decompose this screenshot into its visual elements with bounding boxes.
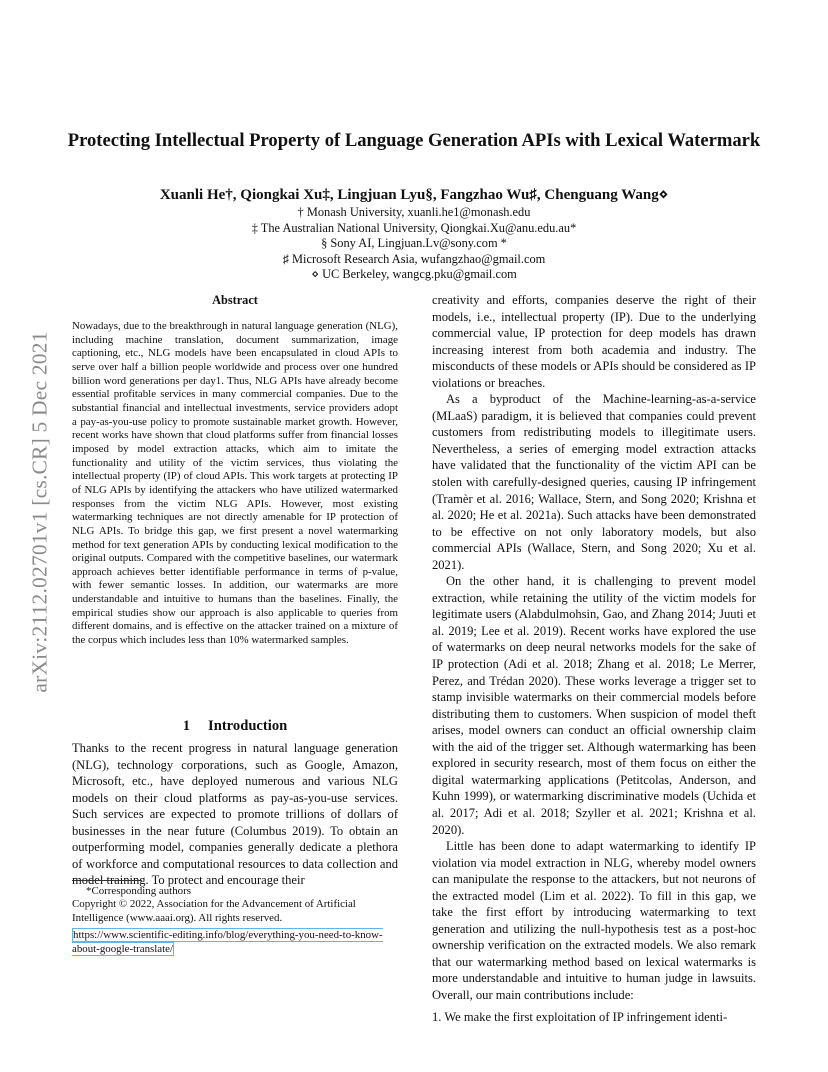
- intro-paragraph: [72, 740, 398, 889]
- affiliation-5: ⋄ UC Berkeley, wangcg.pku@gmail.com: [311, 267, 517, 281]
- footnote-rule: [72, 880, 142, 881]
- affiliation-1: † Monash University, xuanli.he1@monash.edu: [297, 205, 531, 219]
- right-paragraph-1: creativity and efforts, companies deserve the right of their models, i.e., intellectual property (IP). Due to the underlying commercial value, IP protection for deep models has drawn increasing interest from both academia and industry. The misconducts of these models or APIs should be considered as IP violations or breaches.: [432, 293, 756, 390]
- affiliation-4: ♯ Microsoft Research Asia, wufangzhao@gmail.com: [282, 251, 546, 266]
- copyright-notice: Copyright © 2022, Association for the Advancement of Artificial Intelligence (www.aaai.org). All rights reserved.: [72, 898, 356, 924]
- affiliations: [0, 205, 828, 283]
- right-column: [432, 292, 756, 1025]
- intro-text: Thanks to the recent progress in natural language generation (NLG), technology corporations, such as Google, Amazon, Microsoft, etc., have deployed numerous and various NLG models on their cloud platforms as pay-as-you-use services. Such services are expected to promote trillions of dollars of businesses in the near future (Columbus 2019). To obtain an outperforming model, companies generally dedicate a plethora of workforce and computational resources to data collection and model training. To protect and encourage their: [72, 741, 398, 888]
- footnote-corresponding: *Corresponding authors: [86, 885, 191, 897]
- affiliation-2: ‡ The Australian National University, Qiongkai.Xu@anu.edu.au*: [251, 220, 577, 235]
- section-title: Introduction: [208, 718, 288, 734]
- abstract-heading: Abstract: [212, 293, 258, 307]
- contribution-list-item: 1. We make the first exploitation of IP infringement identi-: [432, 1009, 728, 1024]
- abstract-body: Nowadays, due to the breakthrough in natural language generation (NLG), including machine translation, document summarization, image captioning, etc., NLG models have been encapsulated in cloud APIs to serve over half a billion people worldwide and process over one hundred billion word generations per day1. Thus, NLG APIs have already become essential profitable services in many commercial companies. Due to the substantial financial and intellectual investments, service providers adopt a pay-as-you-use policy to promote sustainable market growth. However, recent works have shown that cloud platforms suffer from financial losses imposed by model extraction attacks, which aim to imitate the functionality and utility of the victim services, thus violating the intellectual property (IP) of cloud APIs. This work targets at protecting IP of NLG APIs by identifying the attackers who have utilized watermarked responses from the victim NLG APIs. However, most existing watermarking techniques are not directly amenable for IP protection of NLG APIs. To bridge this gap, we first present a novel watermarking method for text generation APIs by conducting lexical modification to the original outputs. Compared with the competitive baselines, our watermark approach achieves better identifiable performance in terms of p-value, with fewer semantic losses. In addition, our watermarks are more understandable and intuitive to humans than the baselines. Finally, the empirical studies show our approach is also applicable to queries from different domains, and is effective on the attacker trained on a mixture of the corpus which includes less than 10% watermarked samples.: [72, 320, 398, 647]
- author-list: Xuanli He†, Qiongkai Xu‡, Lingjuan Lyu§, Fangzhao Wu♯, Chenguang Wang⋄: [159, 187, 669, 203]
- footnote-url-link[interactable]: https://www.scientific-editing.info/blog/everything-you-need-to-know-about-google-translate/: [72, 929, 383, 955]
- right-paragraph-4: Little has been done to adapt watermarking to identify IP violation via model extraction in NLG, whereby model owners can manipulate the response to the attackers, but not neurons of the extracted model (Lim et al. 2022). To fill in this gap, we take the first effort by introducing watermarking to text generation and utilizing the null-hypothesis test as a post-hoc ownership verification on the extracted models. We also remark that our watermarking method based on lexical watermarks is more understandable and intuitive to human judge in lawsuits. Overall, our main contributions include:: [432, 839, 756, 1002]
- right-paragraph-2: As a byproduct of the Machine-learning-as-a-service (MLaaS) paradigm, it is believed that companies could prevent customers from redistributing models to illegitimate users. Nevertheless, a series of emerging model extraction attacks have validated that the functionality of the victim API can be stolen with carefully-designed queries, causing IP infringement (Tramèr et al. 2016; Wallace, Stern, and Song 2020; Krishna et al. 2020; He et al. 2021a). Such attacks have been demonstrated to be effective on not only laboratory models, but also commercial APIs (Wallace, Stern, and Song 2020; Xu et al. 2021).: [432, 392, 756, 572]
- affiliation-3: § Sony AI, Lingjuan.Lv@sony.com *: [321, 236, 507, 250]
- section-number: 1: [182, 718, 191, 734]
- section-heading: [72, 718, 398, 735]
- footnote-1: [72, 929, 398, 956]
- right-paragraph-3: On the other hand, it is challenging to prevent model extraction, while retaining the utility of the victim models for legitimate users (Alabdulmohsin, Gao, and Zhang 2014; Juuti et al. 2019; Lee et al. 2019). Recent works have explored the use of watermarks on deep neural networks models for the sake of IP protection (Adi et al. 2018; Zhang et al. 2018; Le Merrer, Perez, and Trédan 2020). These works leverage a trigger set to stamp invisible watermarks on their commercial models before distributing them to customers. When suspicion of model theft arises, model owners can conduct an official ownership claim with the aid of the trigger set. Although watermarking has been explored in security research, most of them focus on either the digital watermarking applications (Petitcolas, Anderson, and Kuhn 1999), or watermarking discriminative models (Uchida et al. 2017; Adi et al. 2018; Szyller et al. 2021; Krishna et al. 2020).: [432, 574, 756, 837]
- paper-title: Protecting Intellectual Property of Language Generation APIs with Lexical Watermark: [67, 130, 761, 151]
- footnotes: [72, 885, 398, 956]
- arxiv-identifier: arXiv:2112.02701v1 [cs.CR] 5 Dec 2021: [27, 331, 52, 693]
